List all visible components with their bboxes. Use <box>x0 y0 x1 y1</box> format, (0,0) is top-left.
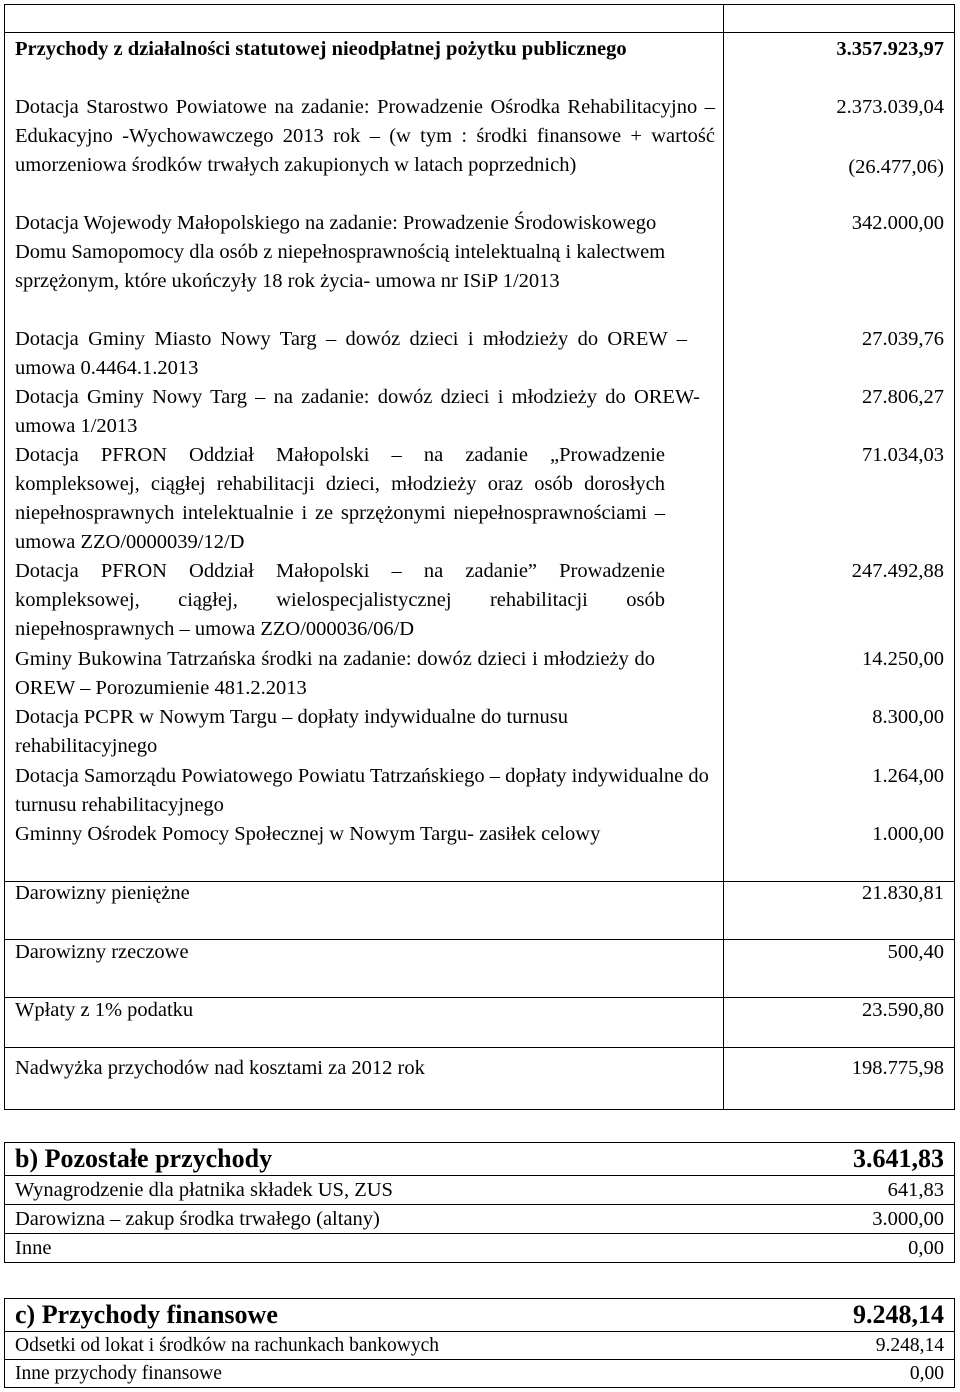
row-value: 23.590,80 <box>862 999 944 1021</box>
row-label: Gminy Bukowina Tatrzańska środki na zadanie: dowóz dzieci i młodzieży do OREW – Porozumienie 481.2.2013 <box>15 648 655 699</box>
row-value-secondary: (26.477,06) <box>848 156 944 178</box>
row-value: 198.775,98 <box>851 1057 944 1079</box>
row-label: Darowizna – zakup środka trwałego (altany) <box>15 1208 380 1230</box>
row-value: 3.000,00 <box>872 1208 944 1230</box>
table-row <box>5 1331 954 1359</box>
section-total: 9.248,14 <box>853 1300 944 1329</box>
table-row <box>5 1233 954 1262</box>
row-value: 71.034,03 <box>862 444 944 466</box>
row-label: Dotacja Gminy Nowy Targ – na zadanie: dowóz dzieci i młodzieży do OREW- umowa 1/2013 <box>15 386 700 437</box>
row-value: 500,40 <box>887 941 944 963</box>
row-label: Odsetki od lokat i środków na rachunkach bankowych <box>15 1335 440 1356</box>
section-header-row <box>5 1299 954 1331</box>
financial-revenue-table <box>4 1298 955 1388</box>
row-value: 1.264,00 <box>872 765 944 787</box>
other-revenue-table <box>4 1142 955 1263</box>
row-label: Dotacja PFRON Oddział Małopolski – na zadanie” Prowadzenie kompleksowej, ciągłej, wielospecjalistycznej rehabilitacji osób niepełnosprawnych – umowa ZZO/000036/06/D <box>15 560 665 640</box>
row-value: 3.357.923,97 <box>836 38 944 60</box>
table-row <box>5 1359 954 1387</box>
section-title: b) Pozostałe przychody <box>15 1144 273 1173</box>
row-label: Dotacja Samorządu Powiatowego Powiatu Tatrzańskiego – dopłaty indywidualne do turnusu rehabilitacyjnego <box>15 765 709 816</box>
section-header-row <box>5 1143 954 1175</box>
row-label: Dotacja Wojewody Małopolskiego na zadanie: Prowadzenie Środowiskowego Domu Samopomocy dla osób z niepełnosprawnością intelektualną i kalectwem sprzężonym, które ukończyły 18 rok życia- umowa nr ISiP 1/2013 <box>15 212 666 292</box>
row-label: Inne <box>15 1237 52 1259</box>
row-label: Darowizny pieniężne <box>15 882 190 904</box>
table-row <box>5 1204 954 1233</box>
row-value: 2.373.039,04 <box>836 96 944 118</box>
row-label: Dotacja PCPR w Nowym Targu – dopłaty indywidualne do turnusu rehabilitacyjnego <box>15 706 568 757</box>
row-value: 342.000,00 <box>851 212 944 234</box>
row-value: 27.039,76 <box>862 328 944 350</box>
row-label: Dotacja Gminy Miasto Nowy Targ – dowóz dzieci i młodzieży do OREW – umowa 0.4464.1.2013 <box>15 328 687 379</box>
row-value: 641,83 <box>887 1179 944 1201</box>
row-divider <box>5 32 954 33</box>
row-divider <box>5 1047 954 1048</box>
row-value: 0,00 <box>908 1237 944 1259</box>
section-total: 3.641,83 <box>853 1144 944 1173</box>
row-label: Wynagrodzenie dla płatnika składek US, ZUS <box>15 1179 393 1201</box>
row-label: Nadwyżka przychodów nad kosztami za 2012 rok <box>15 1057 425 1079</box>
revenue-table-statutory <box>4 4 955 1110</box>
row-label: Dotacja PFRON Oddział Małopolski – na zadanie „Prowadzenie kompleksowej, ciągłej rehabilitacji dzieci, młodzieży oraz osób dorosłych niepełnosprawnych intelektualnie i ze sprzężonymi niepełnosprawnościami – umowa ZZO/0000039/12/D <box>15 444 665 553</box>
row-label: Przychody z działalności statutowej nieodpłatnej pożytku publicznego <box>15 38 627 60</box>
row-label: Wpłaty z 1% podatku <box>15 999 194 1021</box>
row-value: 9.248,14 <box>875 1335 944 1356</box>
row-value: 247.492,88 <box>851 560 944 582</box>
row-value: 1.000,00 <box>872 823 944 845</box>
row-value: 0,00 <box>909 1363 944 1384</box>
row-label: Dotacja Starostwo Powiatowe na zadanie: Prowadzenie Ośrodka Rehabilitacyjno –Edukacyjno -Wychowawczego 2013 rok – (w tym : środki finansowe + wartość umorzeniowa środków trwałych zakupionych w latach poprzednich) <box>15 96 715 176</box>
row-value: 27.806,27 <box>862 386 944 408</box>
table-row <box>5 1175 954 1204</box>
section-title: c) Przychody finansowe <box>15 1300 278 1329</box>
row-label: Gminny Ośrodek Pomocy Społecznej w Nowym Targu- zasiłek celowy <box>15 823 601 845</box>
row-label: Inne przychody finansowe <box>15 1363 222 1384</box>
row-value: 14.250,00 <box>862 648 944 670</box>
row-value: 21.830,81 <box>862 882 944 904</box>
row-label: Darowizny rzeczowe <box>15 941 189 963</box>
row-value: 8.300,00 <box>872 706 944 728</box>
